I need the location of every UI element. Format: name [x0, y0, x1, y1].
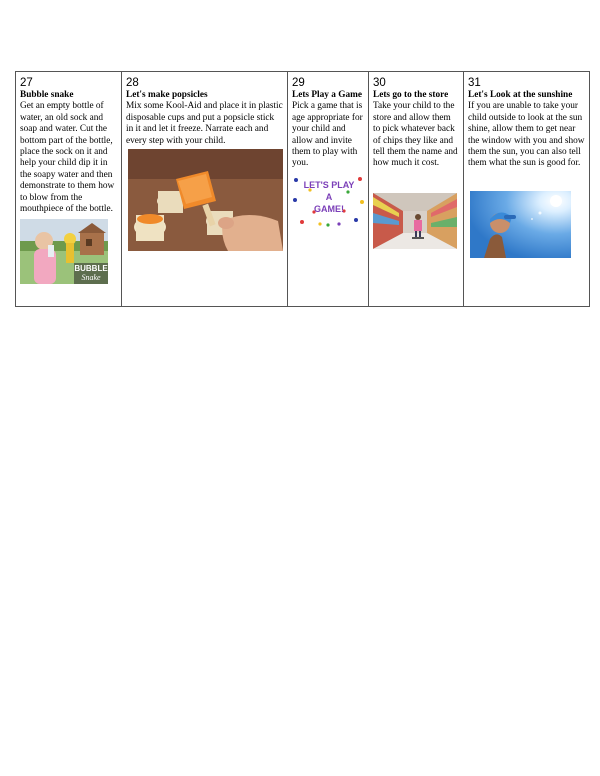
- bubble-snake-photo: [20, 219, 108, 284]
- activity-title: Bubble snake: [20, 90, 74, 100]
- day-number: 28: [126, 77, 139, 89]
- grocery-store-photo: [373, 193, 457, 249]
- activity-title: Lets Play a Game: [292, 90, 362, 100]
- a-image-text: A: [325, 191, 333, 202]
- activity-description: Get an empty bottle of water, an old sock and soap and water. Cut the bottom part of the bottle, place the sock on it and help your child dip it in the soapy water and then demonstrate to them how to blow from the mouthpiece of the bottle.: [20, 101, 115, 215]
- lets-play-image-text: LET'S PLAY: [303, 179, 355, 190]
- day-number: 29: [292, 77, 305, 89]
- game-image-text: GAME!: [314, 203, 344, 214]
- activity-calendar-week: [15, 71, 590, 307]
- activity-description: Mix some Kool-Aid and place it in plastic disposable cups and put a popsicle stick in it and let it freeze. Narrate each and every step with your child.: [126, 101, 283, 146]
- day-number: 30: [373, 77, 386, 89]
- day-cell-30: [369, 72, 464, 307]
- day-cell-27: [16, 72, 122, 307]
- activity-title: Lets go to the store: [373, 90, 449, 100]
- activity-description: Pick a game that is age appropriate for your child and allow and invite them to play with you.: [292, 101, 363, 169]
- snake-image-text: Snake: [81, 273, 101, 283]
- popsicle-photo: [128, 149, 283, 251]
- day-number: 27: [20, 77, 33, 89]
- calendar-row: [16, 72, 590, 307]
- day-number: 31: [468, 77, 481, 89]
- lets-play-game-graphic: [292, 176, 366, 228]
- activity-description: Take your child to the store and allow them to pick whatever back of chips they like and tell them the name and how much it cost.: [373, 101, 458, 169]
- activity-title: Let's Look at the sunshine: [468, 90, 573, 100]
- day-cell-31: [464, 72, 590, 307]
- day-cell-28: [122, 72, 288, 307]
- bubble-image-text: BUBBLE: [74, 264, 108, 274]
- activity-title: Let's make popsicles: [126, 90, 208, 100]
- day-cell-29: [288, 72, 369, 307]
- sunshine-photo: [470, 191, 571, 258]
- activity-description: If you are unable to take your child outside to look at the sun shine, allow them to get near the window with you and show them the sun, you can also tell them what the sun is good for.: [468, 101, 585, 169]
